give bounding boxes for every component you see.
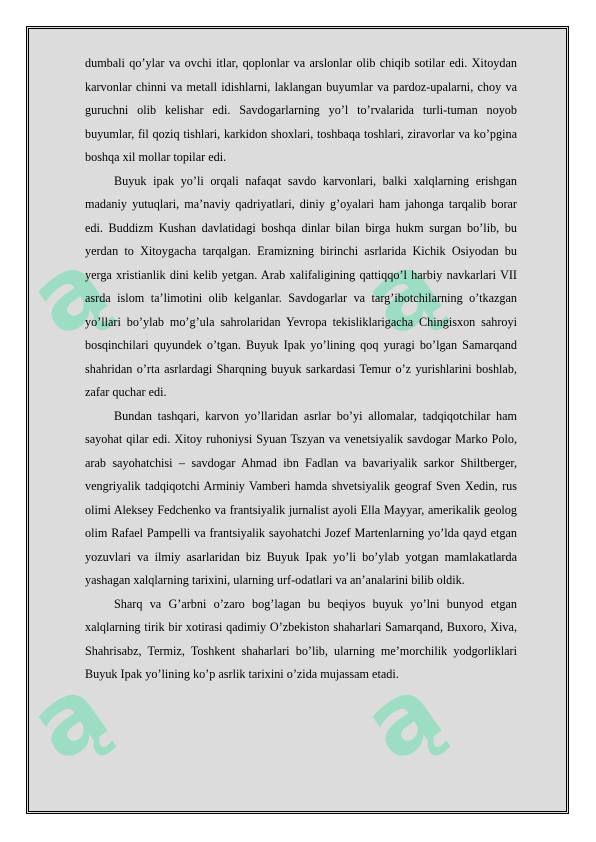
watermark-logo: ą bbox=[343, 228, 462, 358]
paragraph-continuation: dumbali qo’ylar va ovchi itlar, qoplonlar va arslonlar olib chiqib sotilar edi. Xitoydan karvonlar chinni va metall idishlarni, laklangan buyumlar va pardoz-upalarni, choy va guruchni olib kelishar edi. Savdogarlarning yo’l to’rvalarida turli-tuman noyob buyumlar, fil qoziq tishlari, karkidon shoxlari, toshbaqa toshlari, ziravorlar va ko’pgina boshqa xil mollar topilar edi. bbox=[85, 56, 517, 164]
watermark-logo: ą bbox=[9, 228, 128, 358]
document-body bbox=[85, 52, 517, 687]
paragraph-silk-road-culture: Buyuk ipak yo’li orqali nafaqat savdo karvonlari, balki xalqlarning erishgan madaniy yutuqlari, ma’naviy qadriyatlari, diniy g’oyalari ham jahonga tarqalib borar edi. Buddizm Kushan davlatidagi boshqa dinlar bilan birga hukm surgan bo’lib, bu yerdan to Xitoygacha tarqalgan. Eramizning birinchi asrlarida Kichik Osiyodan bu yerga xristianlik dini kelib yetgan. Arab xalifaligining qattiqqo’l harbiy navkarlari VII asrda islom ta’limotini olib kelganlar. Savdogarlar va targ’ibotchilarning o’tkazgan yo’llari bo’ylab mo’g’ula sahrolaridan Yevropa tekisliklarigacha Chingisxon sahroyi bosqinchilari quyundek o’tgan. Buyuk Ipak yo’lining qoq yuragi bo’lgan Samarqand shahridan o’rta asrlardagi Sharqning buyuk sarkardasi Temur o’z yurishlarini boshlab, zafar quchar edi. bbox=[85, 173, 517, 399]
watermark-logo: ą bbox=[343, 653, 462, 783]
paragraph-travelers: Bundan tashqari, karvon yo’llaridan asrlar bo’yi allomalar, tadqiqotchilar ham sayohat qilar edi. Xitoy ruhoniysi Syuan Tszyan va venetsiyalik savdogar Marko Polo, arab sayohatchisi – savdogar Ahmad ibn Fadlan va bavariyalik sarkor Shiltberger, vengriyalik tadqiqotchi Arminiy Vamberi hamda shvetsiyalik geograf Sven Xedin, rus olimi Aleksey Fedchenko va frantsiyalik jurnalist ayoli Ella Mayyar, amerikalik geolog olim Rafael Pampelli va frantsiyalik sayohatchi Jozef Martenlarning yo’lda qayd etgan yozuvlari va ilmiy asarlaridan biz Buyuk Ipak yo’li bo’ylab yotgan mamlakatlarda yashagan xalqlarning tarixini, ularning urf-odatlari va an’analarini bilib oldik. bbox=[85, 408, 517, 587]
watermark-logo: ą bbox=[9, 653, 128, 783]
paragraph-uzbek-cities: Sharq va G’arbni o’zaro bog’lagan bu beqiyos buyuk yo’lni bunyod etgan xalqlarning tirik bir xotirasi qadimiy O’zbekiston shaharlari Samarqand, Buxoro, Xiva, Shahrisabz, Termiz, Toshkent shaharlari bo’lib, ularning me’morchilik yodgorliklari Buyuk Ipak yo’lining ko’p asrlik tarixini o’zida mujassam etadi. bbox=[85, 596, 517, 681]
